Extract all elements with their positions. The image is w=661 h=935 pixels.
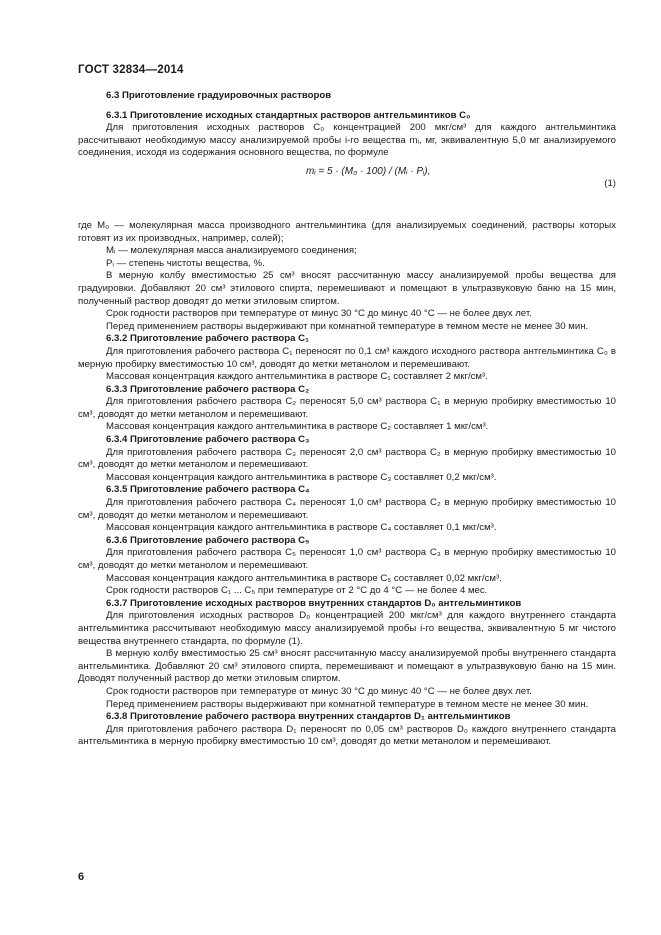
section-title-6-3-6: 6.3.6 Приготовление рабочего раствора C₅ [106,534,310,546]
paragraph: Перед применением растворы выдерживают при комнатной температуре в темном месте не менее 30 мин. [106,698,589,710]
paragraph: Для приготовления исходных растворов D₀ концентрацией 200 мкг/см³ для каждого внутреннего стандарта антгельминтика рассчитывают необходимую массу анализируемой пробы i-го вещества, эквивалентную 5 мг чистого вещества внутреннего стандарта, по формуле (1). [78,610,616,647]
section-title-6-3-3: 6.3.3 Приготовление рабочего раствора C₂ [106,383,310,395]
section-title-6-3-7: 6.3.7 Приготовление исходных растворов внутренних стандартов D₀ антгельминтиков [106,597,522,609]
page-number: 6 [78,871,85,883]
section-title-6-3-4: 6.3.4 Приготовление рабочего раствора C₃ [106,434,310,446]
formula: mᵢ = 5 · (M₀ · 100) / (Mᵢ · Pᵢ), [306,165,431,177]
paragraph: Массовая концентрация каждого антгельминтика в растворе C₃ составляет 0,2 мкг/см³. [106,471,497,483]
section-title-6-3-5: 6.3.5 Приготовление рабочего раствора C₄ [106,484,310,496]
paragraph: Массовая концентрация каждого антгельминтика в растворе C₅ составляет 0,02 мкг/см³. [106,572,502,584]
paragraph: Для приготовления рабочего раствора C₁ переносят по 0,1 см³ каждого исходного раствора антгельминтика C₀ в мерную пробирку вместимостью 10 см³, доводят до метки метанолом и перемешивают. [78,345,616,370]
paragraph: Срок годности растворов при температуре от минус 30 °С до минус 40 °С — не более двух лет. [106,685,532,697]
section-title-6-3-2: 6.3.2 Приготовление рабочего раствора C₁ [106,333,310,345]
where-line: Mᵢ — молекулярная масса анализируемого соединения; [106,245,357,257]
paragraph: Массовая концентрация каждого антгельминтика в растворе C₂ составляет 1 мкг/см³. [106,421,489,433]
formula-number: (1) [604,177,616,189]
paragraph: Массовая концентрация каждого антгельминтика в растворе C₄ составляет 0,1 мкг/см³. [106,522,497,534]
paragraph: Для приготовления рабочего раствора D₁ переносят по 0,05 см³ растворов D₀ каждого внутреннего стандарта антгельминтика в мерную пробирку вместимостью 10 см³, доводят до метки метанолом и перемешивают. [78,723,616,748]
paragraph: Для приготовления рабочего раствора C₄ переносят 1,0 см³ раствора C₂ в мерную пробирку вместимостью 10 см³, доводят до метки метанолом и перемешивают. [78,497,616,521]
where-line: где M₀ — молекулярная масса производного антгельминтика (для анализируемых соединений, растворы которых готовят из их производных, например, солей); [78,219,616,244]
paragraph: Для приготовления исходных растворов C₀ концентрацией 200 мкг/см³ для каждого антгельминтика рассчитывают необходимую массу анализируемой пробы i-го вещества mᵢ, мг, эквивалентную 5,0 мг анализируемого соединения, исходя из содержания основного вещества, по формуле [78,122,616,159]
section-title-6-3-8: 6.3.8 Приготовление рабочего раствора внутренних стандартов D₁ антгельминтиков [106,711,511,723]
paragraph: В мерную колбу вместимостью 25 см³ вносят рассчитанную массу анализируемой пробы вещества для градуировки. Добавляют 20 см³ этилового спирта, перемешивают и помещают в ультразвуковую баню на 15 мин, полученный раствор доводят до метки этиловым спиртом. [78,270,616,307]
paragraph: Для приготовления рабочего раствора C₅ переносят 1,0 см³ раствора C₃ в мерную пробирку вместимостью 10 см³, доводят до метки метанолом и перемешивают. [78,547,616,571]
paragraph: Срок годности растворов при температуре от минус 30 °С до минус 40 °С — не более двух лет. [106,308,532,320]
paragraph: Перед применением растворы выдерживают при комнатной температуре в темном месте не менее 30 мин. [106,320,589,332]
section-title-6-3-1: 6.3.1 Приготовление исходных стандартных растворов антгельминтиков C₀ [106,109,471,121]
paragraph: Для приготовления рабочего раствора C₃ переносят 2,0 см³ раствора C₂ в мерную пробирку вместимостью 10 см³, доводят до метки метанолом и перемешивают. [78,446,616,471]
paragraph: В мерную колбу вместимостью 25 см³ вносят рассчитанную массу анализируемой пробы внутреннего стандарта антгельминтика. Добавляют 20 см³ этилового спирта, перемешивают и помещают в ультразвуковую баню на 15 мин. Доводят полученный раствор до метки этиловым спиртом. [78,648,616,685]
formula-block [78,166,616,210]
paragraph: Для приготовления рабочего раствора C₂ переносят 5,0 см³ раствора C₁ в мерную пробирку вместимостью 10 см³, доводят до метки метанолом и перемешивают. [78,396,616,420]
document-header: ГОСТ 32834—2014 [78,64,184,76]
section-title-6-3: 6.3 Приготовление градуировочных растворов [106,90,332,101]
paragraph: Массовая концентрация каждого антгельминтика в растворе C₁ составляет 2 мкг/см³. [106,371,488,383]
document-body [78,90,616,749]
paragraph: Срок годности растворов C₁ ... C₅ при температуре от 2 °С до 4 °С — не более 4 мес. [106,585,488,597]
where-line: Pᵢ — степень чистоты вещества, %. [106,257,265,269]
